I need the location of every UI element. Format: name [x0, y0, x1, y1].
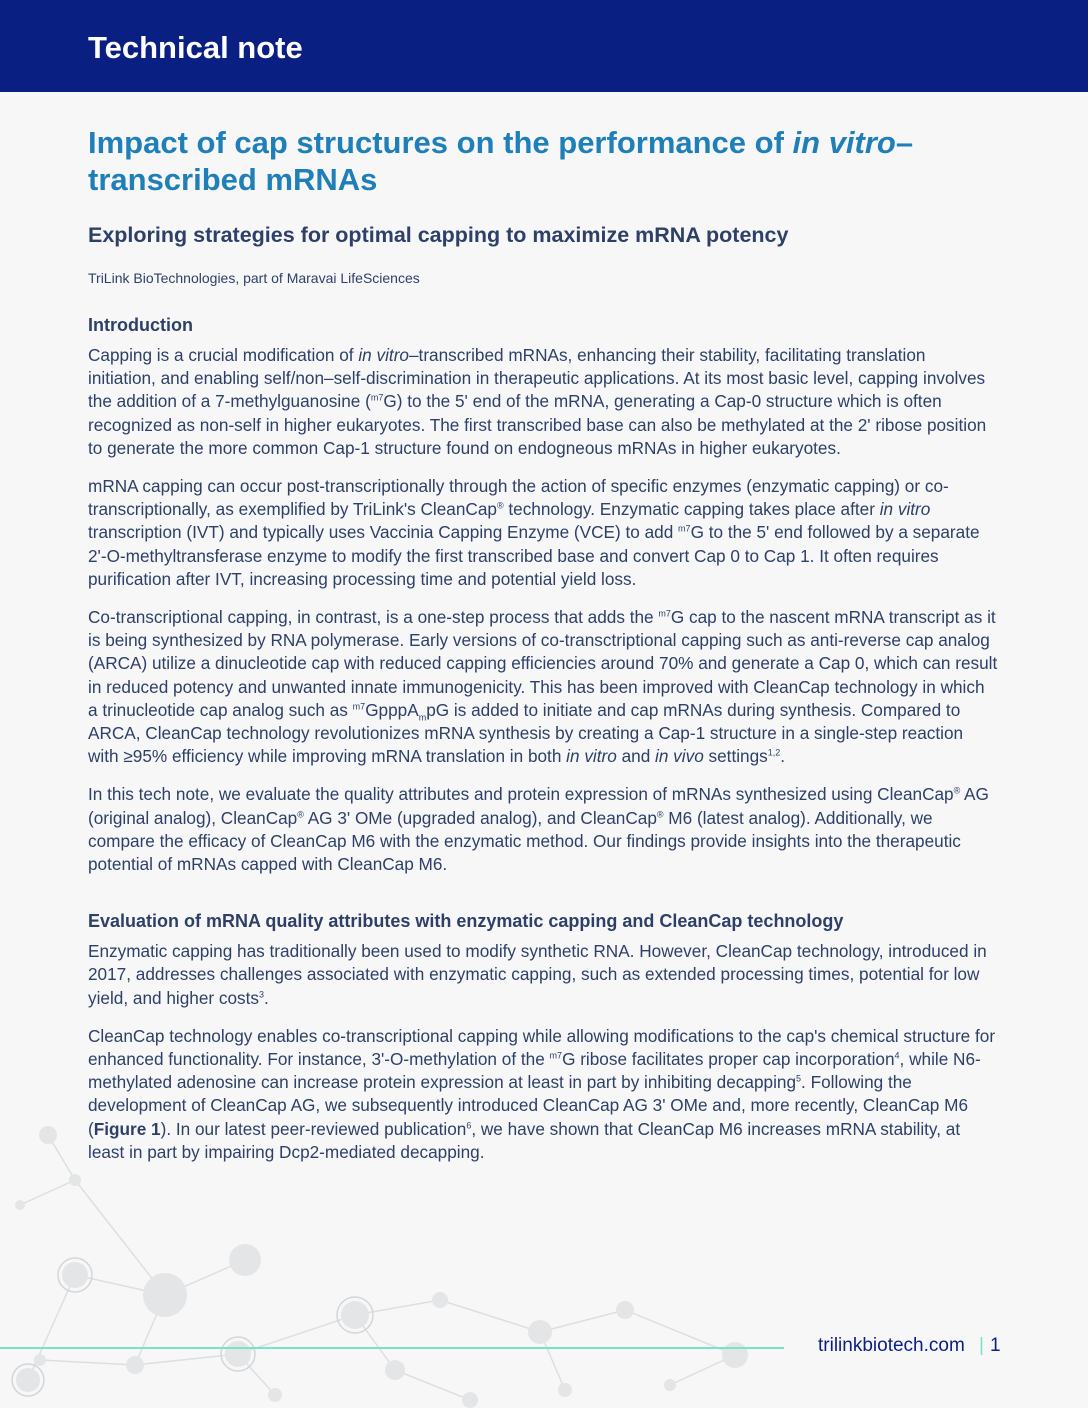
footer-website-link[interactable]: trilinkbiotech.com — [818, 1335, 965, 1356]
main-content — [88, 124, 998, 1164]
intro-paragraph-2: mRNA capping can occur post-transcriptionally through the action of specific enzymes (enzymatic capping) or co-transcriptionally, as exemplified by TriLink's CleanCap® technology. Enzymatic capping takes place after in vitro transcription (IVT) and typically uses Vaccinia Capping Enzyme (VCE) to add $^{m7}$G to the 5' end followed by a separate 2'-O-methyltransferase enzyme to modify the first transcribed base and convert Cap 0 to Cap 1. It often requires purification after IVT, increasing processing time and potential yield loss. — [88, 476, 980, 589]
intro-paragraph-4: In this tech note, we evaluate the quality attributes and protein expression of mRNAs synthesized using CleanCap® AG (original analog), CleanCap® AG 3' OMe (upgraded analog), and CleanCap® M6 (latest analog). Additionally, we compare the efficacy of CleanCap M6 with the enzymatic method. Our findings provide insights into the therapeutic potential of mRNAs capped with CleanCap M6. — [88, 784, 989, 875]
intro-paragraph-1: Capping is a crucial modification of in vitro–transcribed mRNAs, enhancing their stability, facilitating translation initiation, and enabling self/non–self-discrimination in therapeutic applications. At its most basic level, capping involves the addition of a 7-methylguanosine ($^{m7}$G) to the 5' end of the mRNA, generating a Cap-0 structure which is often recognized as non-self in higher eukaryotes. The first transcribed base can also be methylated at the 2' ribose position to generate the more common Cap-1 structure found on endogneous mRNAs in higher eukaryotes. — [88, 345, 987, 458]
footer-divider — [0, 1347, 784, 1349]
intro-paragraph-3: Co-transcriptional capping, in contrast, is a one-step process that adds the $^{m7}$G cap to the nascent mRNA transcript as it is being synthesized by RNA polymerase. Early versions of co-transctriptional capping such as anti-reverse cap analog (ARCA) utilize a dinucleotide cap with reduced capping efficiencies around 70% and generate a Cap 0, which can result in reduced potency and unwanted innate immunogenicity. This has been improved with CleanCap technology in which a trinucleotide cap analog such as $^{m7}$GpppA$_m$pG is added to initiate and cap mRNAs during synthesis. Compared to ARCA, CleanCap technology revolutionizes mRNA synthesis by creating a Cap-1 structure in a single-step reaction with ≥95% efficiency while improving mRNA translation in both in vitro and in vivo settings$^{1,2}$. — [88, 607, 998, 767]
page-number: 1 — [990, 1335, 1001, 1356]
evaluation-paragraph-2: CleanCap technology enables co-transcriptional capping while allowing modifications to the cap's chemical structure for enhanced functionality. For instance, 3'-O-methylation of the $^{m7}$G ribose facilitates proper cap incorporation$^4$, while N6-methylated adenosine can increase protein expression at least in part by inhibiting decapping$^5$. Following the development of CleanCap AG, we subsequently introduced CleanCap AG 3' OMe and, more recently, CleanCap M6 (Figure 1). In our latest peer-reviewed publication$^6$, we have shown that CleanCap M6 increases mRNA stability, at least in part by impairing Dcp2-mediated decapping. — [88, 1025, 996, 1162]
header-label: Technical note — [88, 30, 303, 65]
evaluation-paragraph-1: Enzymatic capping has traditionally been used to modify synthetic RNA. However, CleanCap technology, introduced in 2017, addresses challenges associated with enzymatic capping, such as extended processing times, potential for low yield, and higher costs$^3$. — [88, 941, 987, 1008]
author-line: TriLink BioTechnologies, part of Maravai LifeSciences — [88, 270, 420, 286]
header-bar — [0, 0, 1088, 92]
evaluation-heading: Evaluation of mRNA quality attributes with enzymatic capping and CleanCap technology — [88, 911, 844, 932]
page-title: Impact of cap structures on the performance of in vitro– transcribed mRNAs — [88, 125, 914, 197]
page-subtitle: Exploring strategies for optimal capping to maximize mRNA potency — [88, 223, 789, 247]
footer-separator: | — [979, 1335, 984, 1356]
intro-heading: Introduction — [88, 315, 193, 335]
